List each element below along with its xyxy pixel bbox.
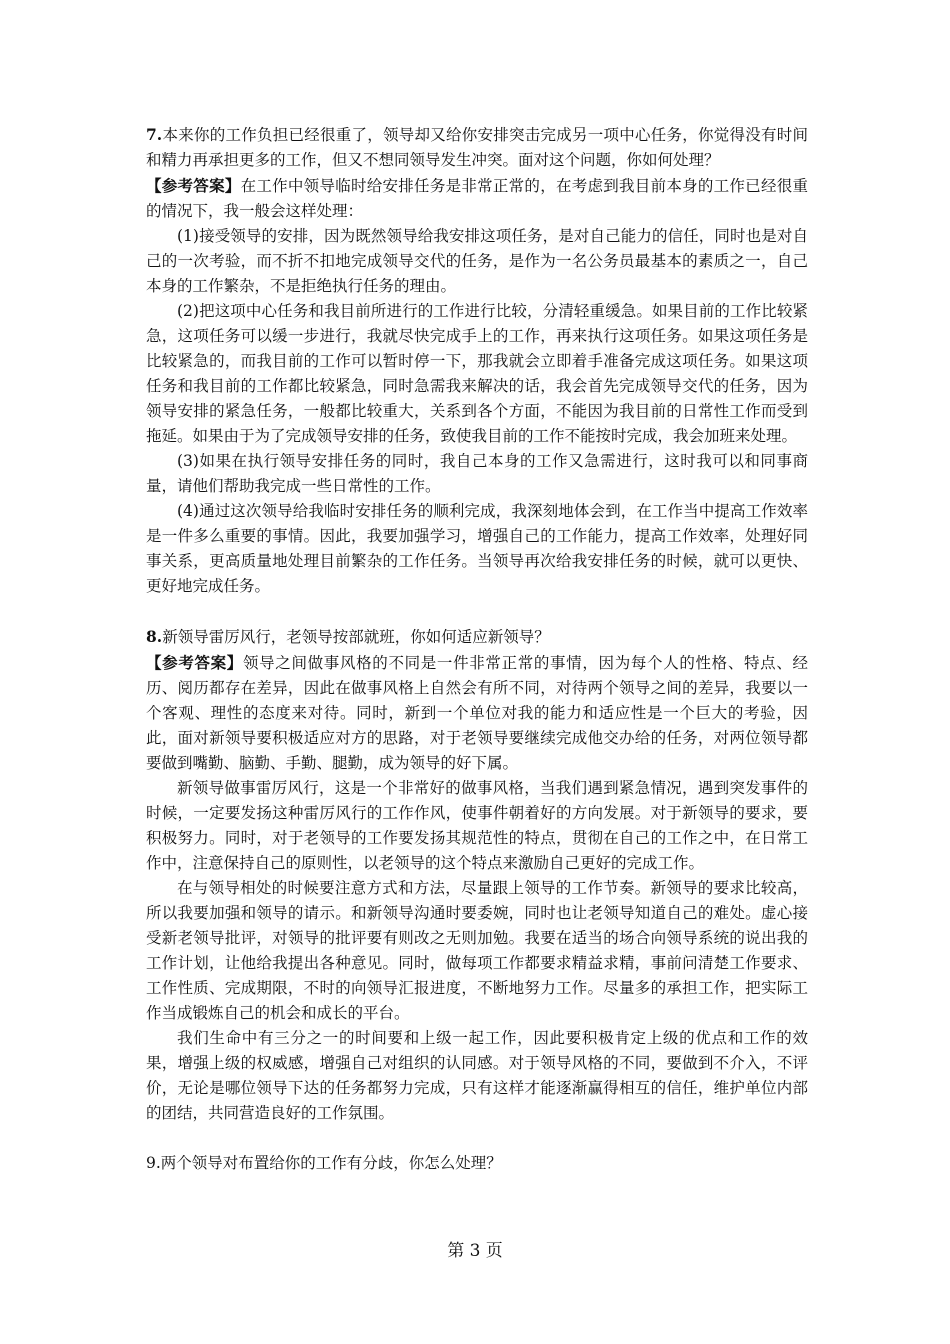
answer-8-intro: [146, 650, 808, 776]
question-text: 两个领导对布置给你的工作有分歧，你怎么处理？: [160, 1154, 502, 1172]
page-number: 第 3 页: [447, 1241, 503, 1261]
page-content: [146, 122, 808, 1176]
answer-paragraph: (4)通过这次领导给我临时安排任务的顺利完成，我深刻地体会到，在工作当中提高工作效率是一件多么重要的事情。因此，我要加强学习，增强自己的工作能力，提高工作效率，处理好同事关系，更高质量地处理目前繁杂的工作任务。当领导再次给我安排任务的时候，就可以更快、更好地完成任务。: [146, 502, 808, 595]
answer-label: 【参考答案】: [146, 653, 243, 672]
answer-paragraph: 我们生命中有三分之一的时间要和上级一起工作，因此要积极肯定上级的优点和工作的效果，增强上级的权威感，增强自己对组织的认同感。对于领导风格的不同，要做到不介入，不评价，无论是哪位领导下达的任务都努力完成，只有这样才能逐渐赢得相互的信任，维护单位内部的团结，共同营造良好的工作氛围。: [146, 1029, 808, 1122]
question-text: 本来你的工作负担已经很重了，领导却又给你安排突击完成另一项中心任务，你觉得没有时间和精力再承担更多的工作，但又不想同领导发生冲突。面对这个问题，你如何处理？: [146, 126, 808, 169]
question-9: [146, 1151, 808, 1176]
section-spacer: [146, 599, 808, 624]
question-8: [146, 624, 808, 650]
answer-7-intro: [146, 173, 808, 224]
question-number: 7.: [146, 125, 163, 144]
section-spacer: [146, 1126, 808, 1151]
question-number: 9.: [146, 1154, 161, 1172]
answer-label: 【参考答案】: [146, 176, 241, 195]
question-7: [146, 122, 808, 173]
question-text: 新领导雷厉风行，老领导按部就班，你如何适应新领导？: [162, 628, 550, 646]
answer-paragraph: 新领导做事雷厉风行，这是一个非常好的做事风格，当我们遇到紧急情况，遇到突发事件的时候，一定要发扬这种雷厉风行的工作作风，使事件朝着好的方向发展。对于新领导的要求，要积极努力。同时，对于老领导的工作要发扬其规范性的特点，贯彻在自己的工作之中，在日常工作中，注意保持自己的原则性，以老领导的这个特点来激励自己更好的完成工作。: [146, 779, 808, 872]
question-number: 8.: [146, 627, 163, 646]
answer-paragraph: (3)如果在执行领导安排任务的同时，我自己本身的工作又急需进行，这时我可以和同事商量，请他们帮助我完成一些日常性的工作。: [146, 452, 808, 495]
answer-intro-text: 在工作中领导临时给安排任务是非常正常的，在考虑到我目前本身的工作已经很重的情况下，我一般会这样处理：: [146, 177, 808, 220]
answer-paragraph: (1)接受领导的安排，因为既然领导给我安排这项任务，是对自己能力的信任，同时也是对自己的一次考验，而不折不扣地完成领导交代的任务，是作为一名公务员最基本的素质之一，自己本身的工作繁杂，不是拒绝执行任务的理由。: [146, 227, 808, 295]
answer-paragraph: (2)把这项中心任务和我目前所进行的工作进行比较，分清轻重缓急。如果目前的工作比较紧急，这项任务可以缓一步进行，我就尽快完成手上的工作，再来执行这项任务。如果这项任务是比较紧急的，而我目前的工作可以暂时停一下，那我就会立即着手准备完成这项任务。如果这项任务和我目前的工作都比较紧急，同时急需我来解决的话，我会首先完成领导交代的任务，因为领导安排的紧急任务，一般都比较重大，关系到各个方面，不能因为我目前的日常性工作而受到拖延。如果由于为了完成领导安排的任务，致使我目前的工作不能按时完成，我会加班来处理。: [146, 302, 808, 445]
answer-intro-text: 领导之间做事风格的不同是一件非常正常的事情，因为每个人的性格、特点、经历、阅历都存在差异，因此在做事风格上自然会有所不同，对待两个领导之间的差异，我要以一个客观、理性的态度来对待。同时，新到一个单位对我的能力和适应性是一个巨大的考验，因此，面对新领导要积极适应对方的思路，对于老领导要继续完成他交办给的任务，对两位领导都要做到嘴勤、脑勤、手勤、腿勤，成为领导的好下属。: [146, 654, 808, 772]
answer-paragraph: 在与领导相处的时候要注意方式和方法，尽量跟上领导的工作节奏。新领导的要求比较高，所以我要加强和领导的请示。和新领导沟通时要委婉，同时也让老领导知道自己的难处。虚心接受新老领导批评，对领导的批评要有则改之无则加勉。我要在适当的场合向领导系统的说出我的工作计划，让他给我提出各种意见。同时，做每项工作都要求精益求精，事前问清楚工作要求、工作性质、完成期限，不时的向领导汇报进度，不断地努力工作。尽量多的承担工作，把实际工作当成锻炼自己的机会和成长的平台。: [146, 879, 808, 1022]
